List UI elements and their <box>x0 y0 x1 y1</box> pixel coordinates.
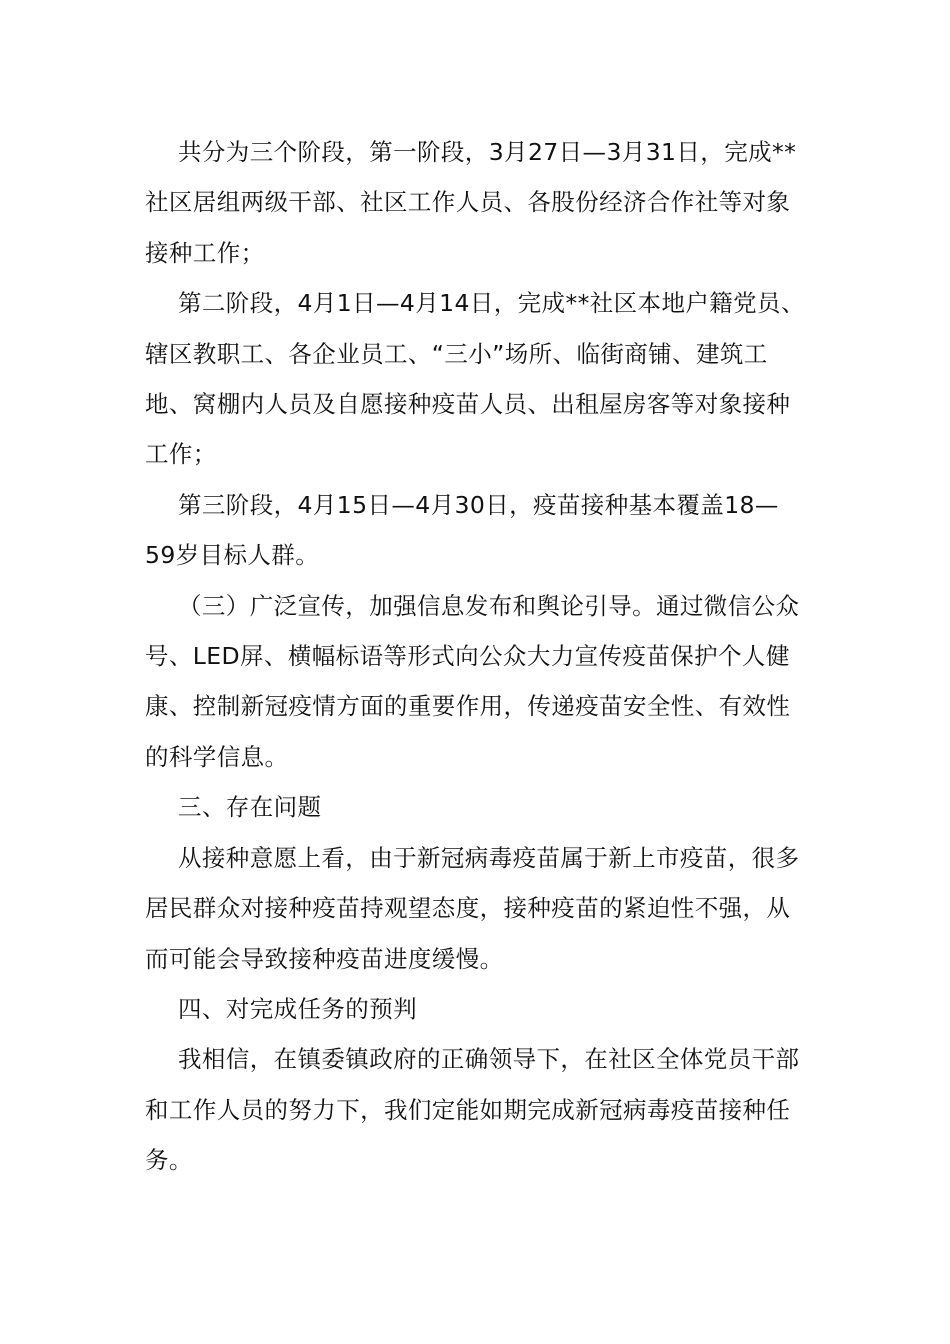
text-line: 第二阶段，4月1日—4月14日，完成**社区本地户籍党员、 <box>178 289 805 318</box>
document-body <box>145 127 810 1186</box>
text-line: 社区居组两级干部、社区工作人员、各股份经济合作社等对象 <box>145 188 791 217</box>
section-heading-problems <box>145 782 810 832</box>
section-heading-forecast <box>145 984 810 1034</box>
paragraph-publicity <box>145 581 810 783</box>
text-line: （三）广泛宣传，加强信息发布和舆论引导。通过微信公众 <box>178 591 800 620</box>
paragraph-phase-three <box>145 480 810 581</box>
paragraph-phase-one <box>145 127 810 278</box>
text-line: 的科学信息。 <box>145 742 289 771</box>
text-line: 务。 <box>145 1146 193 1175</box>
text-line: 我相信，在镇委镇政府的正确领导下，在社区全体党员干部 <box>178 1045 800 1074</box>
text-line: 号、LED屏、横幅标语等形式向公众大力宣传疫苗保护个人健 <box>145 642 790 671</box>
text-line: 从接种意愿上看，由于新冠病毒疫苗属于新上市疫苗，很多 <box>178 843 800 872</box>
text-line: 居民群众对接种疫苗持观望态度，接种疫苗的紧迫性不强，从 <box>145 894 791 923</box>
heading-text: 四、对完成任务的预判 <box>178 994 417 1023</box>
text-line: 而可能会导致接种疫苗进度缓慢。 <box>145 944 504 973</box>
text-line: 接种工作； <box>145 238 265 267</box>
text-line: 辖区教职工、各企业员工、“三小”场所、临街商铺、建筑工 <box>145 339 768 368</box>
text-line: 共分为三个阶段，第一阶段，3月27日—3月31日，完成** <box>178 138 797 166</box>
heading-text: 三、存在问题 <box>178 793 322 822</box>
paragraph-phase-two <box>145 278 810 480</box>
text-line: 康、控制新冠疫情方面的重要作用，传递疫苗安全性、有效性 <box>145 692 791 721</box>
text-line: 和工作人员的努力下，我们定能如期完成新冠病毒疫苗接种任 <box>145 1095 791 1124</box>
text-line: 59岁目标人群。 <box>145 541 320 570</box>
paragraph-forecast <box>145 1034 810 1185</box>
paragraph-problems <box>145 833 810 984</box>
text-line: 工作； <box>145 440 217 469</box>
text-line: 地、窝棚内人员及自愿接种疫苗人员、出租屋房客等对象接种 <box>145 390 791 419</box>
text-line: 第三阶段，4月15日—4月30日，疫苗接种基本覆盖18— <box>178 490 779 519</box>
